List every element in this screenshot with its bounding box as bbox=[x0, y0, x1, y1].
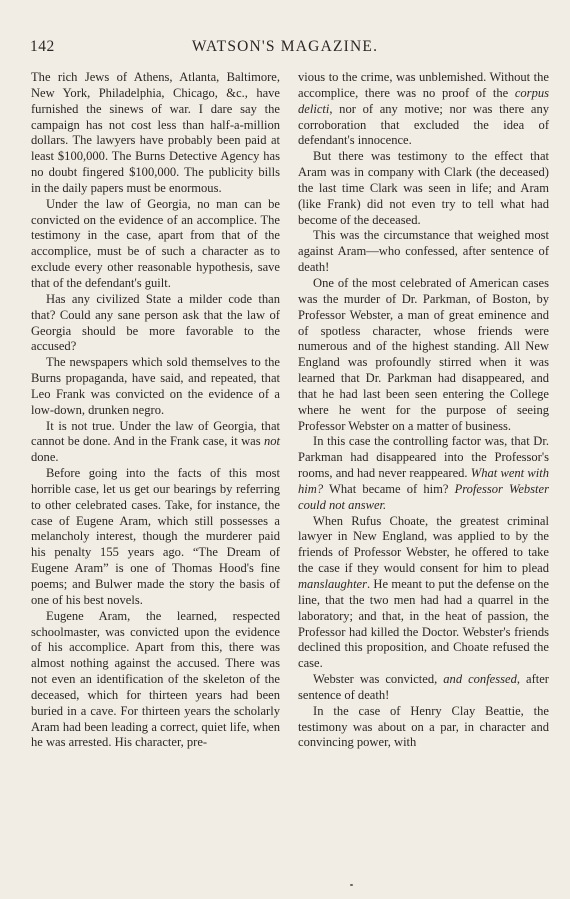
italic-emphasis: not bbox=[263, 434, 280, 449]
paragraph: Has any civilized State a milder code than that? Could any sane person ask that the law of Georgia should be more favorable to the accused? bbox=[31, 291, 280, 354]
paragraph: But there was testimony to the effect that Aram was in company with Clark (the deceased) the last time Clark was seen in life; and Aram (like Frank) did not even try to tell what had become of the deceased. bbox=[298, 149, 549, 227]
right-column bbox=[298, 70, 549, 751]
italic-emphasis: corpus delicti bbox=[298, 85, 549, 116]
page-header bbox=[30, 38, 540, 60]
page-number: 142 bbox=[30, 38, 55, 55]
paragraph: In this case the controlling factor was, that Dr. Parkman had disappeared into the Professor's rooms, and had never reappeared. What went with him? What became of him? Professor Webster could not answer. bbox=[298, 434, 549, 512]
left-column bbox=[31, 70, 280, 751]
paragraph: In the case of Henry Clay Beattie, the testimony was about on a par, in character and convincing power, with bbox=[298, 703, 549, 750]
paragraph: Before going into the facts of this most horrible case, let us get our bearings by referring to other celebrated cases. Take, for instance, the case of Eugene Aram, which still possesses a melancholy interest, though the murderer paid his penalty 155 years ago. “The Dream of Eugene Aram” is one of Thomas Hood's fine poems; and Bulwer made the story the basis of one of his best novels. bbox=[31, 466, 280, 607]
paragraph: The newspapers which sold themselves to the Burns propaganda, have said, and repeated, that Leo Frank was convicted on the evidence of a low-down, drunken negro. bbox=[31, 355, 280, 417]
paragraph: The rich Jews of Athens, Atlanta, Baltimore, New York, Philadelphia, Chicago, &c., have furnished the sinews of war. I dare say the campaign has not cost less than half-a-million dollars. The lawyers have probably been paid at least $100,000. The Burns Detective Agency has no doubt fingered $100,000. The publicity bills in the daily papers must be enormous. bbox=[31, 70, 280, 195]
paragraph: Eugene Aram, the learned, respected schoolmaster, was convicted upon the evidence of his accomplice. Apart from this, there was almost nothing against the accused. There was not even an identification of the skeleton of the deceased, which for thirteen years had been buried in a cave. For thirteen years the scholarly Aram had been leading a correct, quiet life, when he was arrested. His character, pre- bbox=[31, 608, 280, 750]
paragraph: It is not true. Under the law of Georgia, that cannot be done. And in the Frank case, it was not done. bbox=[31, 418, 280, 465]
paragraph: One of the most celebrated of American cases was the murder of Dr. Parkman, of Boston, by Professor Webster, a man of great eminence and of spotless character, whose friends were numerous and of the highest standing. All New England was profoundly stirred when it was learned that Dr. Parkman had disappeared, and that he had last been seen entering the College where he went for the purpose of seeing Professor Webster on a matter of business. bbox=[298, 275, 549, 433]
italic-emphasis: Professor Webster could not answer. bbox=[298, 481, 549, 512]
italic-emphasis: What went with him? bbox=[298, 466, 549, 496]
italic-emphasis: manslaughter bbox=[298, 577, 368, 591]
ink-speck bbox=[350, 884, 353, 886]
paragraph: This was the circumstance that weighed most against Aram—who confessed, after sentence of death! bbox=[298, 228, 549, 275]
paragraph: Under the law of Georgia, no man can be convicted on the evidence of an accomplice. The testimony in the case, apart from that of the accomplice, must be of such a character as to exclude every other reasonable hypothesis, save that of the defendant's guilt. bbox=[31, 196, 280, 290]
paragraph: When Rufus Choate, the greatest criminal lawyer in New England, was applied to by the friends of Professor Webster, he offered to take the case if they would consent for him to plead manslaughter. He meant to put the defense on the line, that the two men had had a quarrel in the laboratory; and that, in the heat of passion, the Professor had killed the Doctor. Webster's friends declined this proposition, and Choate refused the case. bbox=[298, 513, 549, 671]
paragraph: vious to the crime, was unblemished. Without the accomplice, there was no proof of the corpus delicti, nor of any motive; nor was there any corroboration that excluded the idea of defendant's innocence. bbox=[298, 70, 549, 148]
running-head-title: WATSON'S MAGAZINE. bbox=[191, 38, 379, 55]
paragraph: Webster was convicted, and confessed, after sentence of death! bbox=[298, 672, 549, 702]
italic-emphasis: and confessed bbox=[443, 672, 517, 687]
